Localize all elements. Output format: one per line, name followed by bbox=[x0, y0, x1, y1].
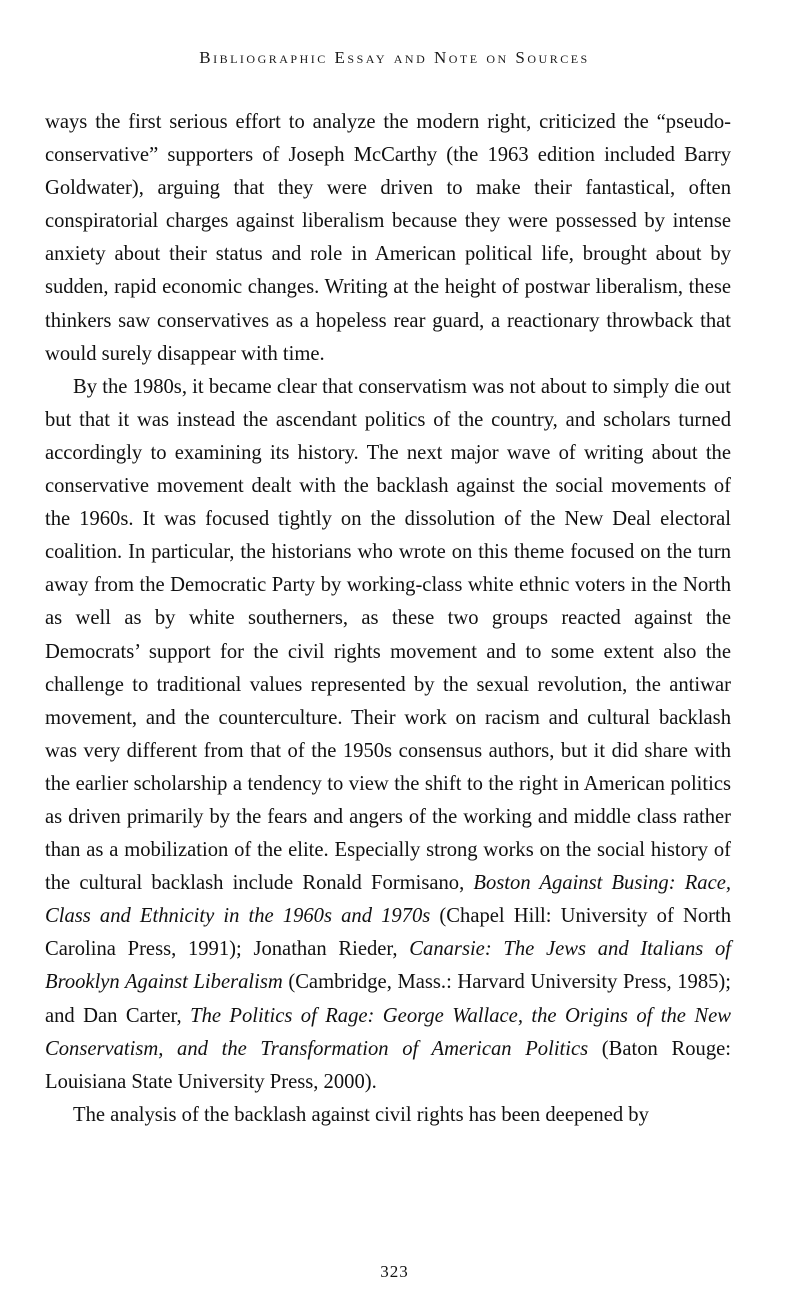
citation-formisano: (Chapel Hill: University of North Carolina Press, 1991); Jonathan Rieder, bbox=[45, 905, 731, 961]
page-number: 323 bbox=[380, 1262, 409, 1281]
paragraph-backlash-scholarship bbox=[45, 371, 731, 1099]
paragraph-text-segment: By the 1980s, it became clear that conservatism was not about to simply die out but that it was instead the ascendant politics of the country, and scholars turned accordingly to examining its history. The next major wave of writing about the conservative movement dealt with the backlash against the social movements of the 1960s. It was focused tightly on the dissolution of the New Deal electoral coalition. In particular, the historians who wrote on this theme focused on the turn away from the Democratic Party by working-class white ethnic voters in the North as well as by white southerners, as these two groups reacted against the Democrats’ support for the civil rights movement and to some extent also the challenge to traditional values represented by the sexual revolution, the antiwar movement, and the counterculture. Their work on racism and cultural backlash was very different from that of the 1950s consensus authors, but it did share with the earlier scholarship a tendency to view the shift to the right in American politics as driven primarily by the fears and angers of the working and middle class rather than as a mobilization of the elite. Especially strong works on the social history of the cultural backlash include Ronald Formisano, bbox=[45, 375, 731, 895]
body-text bbox=[45, 106, 731, 1132]
paragraph-continuation: ways the first serious effort to analyze the modern right, criticized the “pseudo-conservative” supporters of Joseph McCarthy (the 1963 edition included Barry Goldwater), arguing that they were driven to make their fantastical, often conspiratorial charges against liberalism because they were possessed by intense anxiety about their status and role in American political life, brought about by sudden, rapid economic changes. Writing at the height of postwar liberalism, these thinkers saw conservatives as a hopeless rear guard, a reactionary throwback that would surely disappear with time. bbox=[45, 111, 731, 365]
book-title-politics-of-rage: The Politics of Rage: George Wallace, the Origins of the New Conservatism, and the Transformation of American Politics bbox=[45, 1004, 731, 1060]
running-head: Bibliographic Essay and Note on Sources bbox=[199, 48, 590, 67]
book-title-canarsie: Canarsie: The Jews and Italians of Brooklyn Against Liberalism bbox=[45, 938, 731, 994]
paragraph-civil-rights-backlash: The analysis of the backlash against civil rights has been deepened by bbox=[73, 1103, 649, 1126]
book-title-boston-against-busing: Boston Against Busing: Race, Class and Ethnicity in the 1960s and 1970s bbox=[45, 872, 732, 928]
citation-rieder: (Cambridge, Mass.: Harvard University Press, 1985); and Dan Carter, bbox=[45, 971, 731, 1027]
citation-carter: (Baton Rouge: Louisiana State University Press, 2000). bbox=[45, 1037, 731, 1093]
